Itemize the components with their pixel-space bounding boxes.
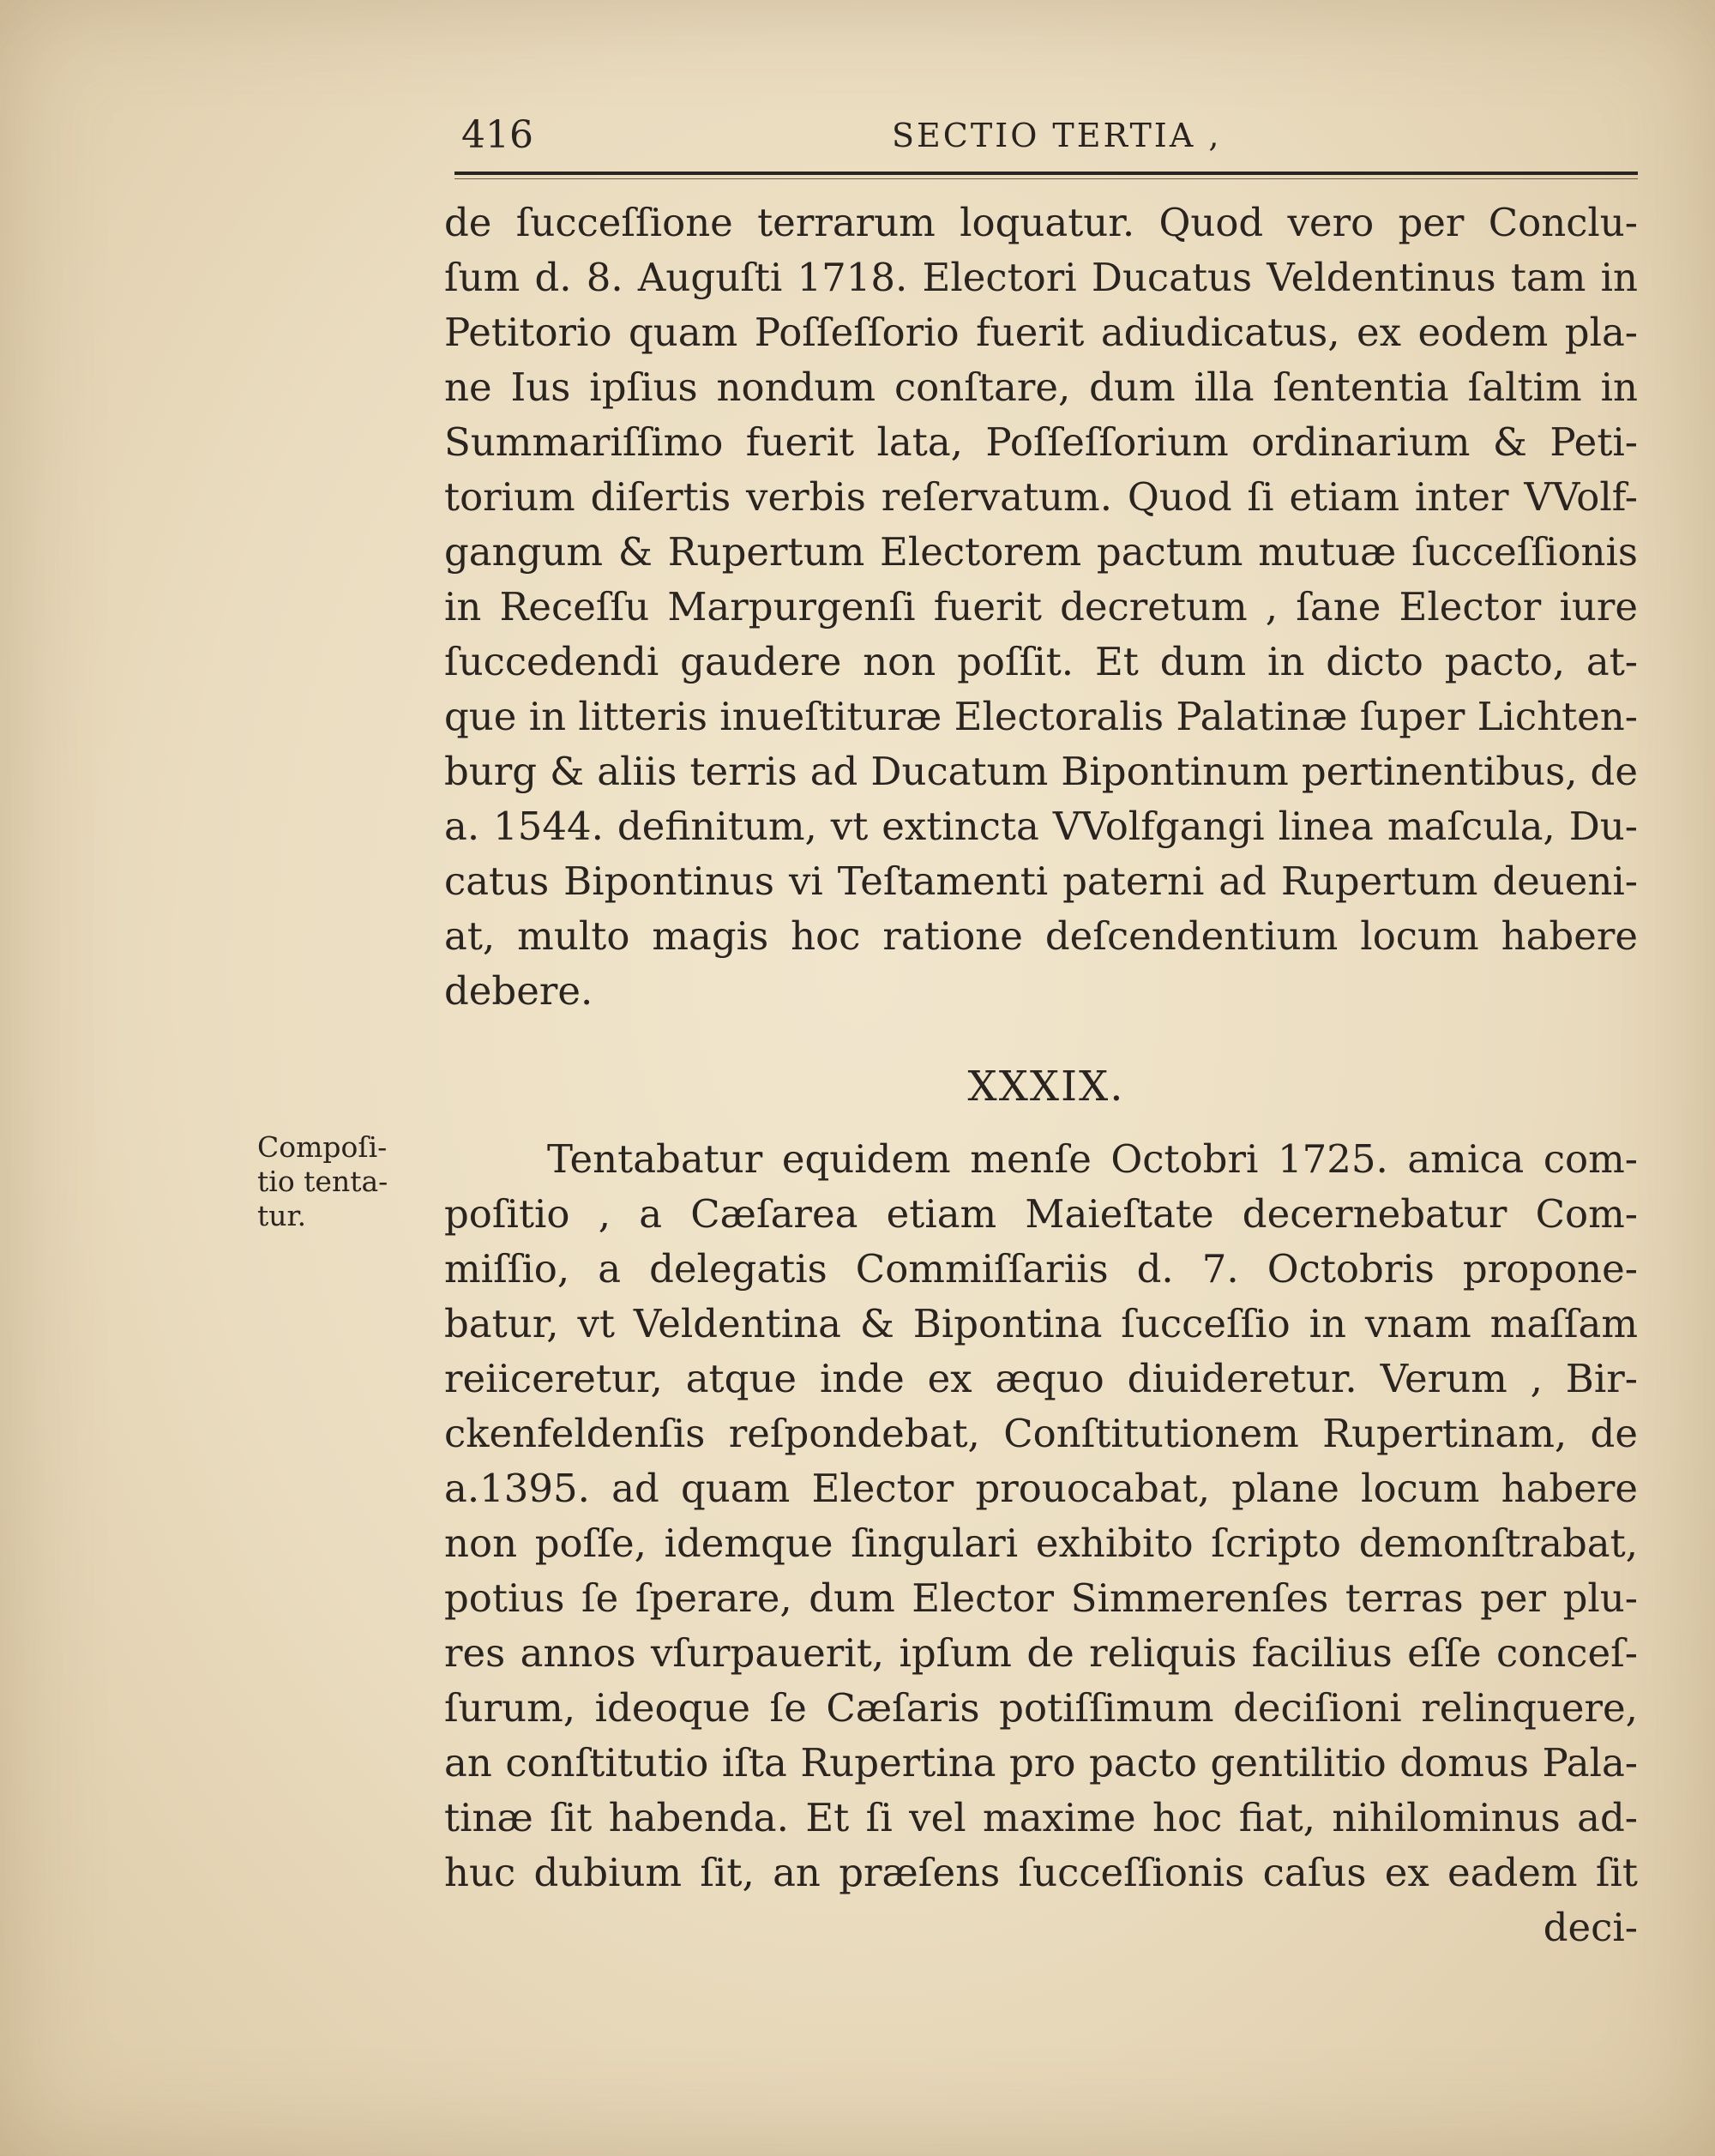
text-line: a.1395. ad quam Elector prouocabat, plane locum habere (444, 1466, 1638, 1511)
text-line: huc dubium ſit, an præſens ſucceſſionis caſus ex eadem ſit (444, 1850, 1638, 1895)
text-line: potius ſe ſperare, dum Elector Simmerenſes terras per plu- (444, 1575, 1638, 1621)
text-line: Petitorio quam Poſſeſſorio fuerit adiudicatus, ex eodem pla- (444, 310, 1638, 355)
text-line: Tentabatur equidem menſe Octobri 1725. amica com- (547, 1136, 1638, 1182)
running-title: SECTIO TERTIA , (892, 117, 1222, 154)
text-line: non poſſe, idemque ſingulari exhibito ſcripto demonſtrabat, (444, 1521, 1638, 1566)
section-heading: XXXIX. (967, 1063, 1125, 1111)
header-rule (454, 172, 1638, 175)
text-line: in Receſſu Marpurgenſi fuerit decretum , ſane Elector iure (444, 584, 1638, 629)
text-line: ſum d. 8. Auguſti 1718. Electori Ducatus Veldentinus tam in (444, 255, 1638, 300)
continued-paragraph (444, 196, 1638, 1019)
text-line: ſuccedendi gaudere non poſſit. Et dum in dicto pacto, at- (444, 639, 1638, 684)
catchword: deci- (1543, 1905, 1638, 1950)
page-number: 416 (461, 113, 533, 157)
margin-note-line: tio tenta- (257, 1165, 388, 1198)
text-line: poſitio , a Cæſarea etiam Maieſtate decernebatur Com- (444, 1191, 1638, 1237)
text-line: gangum & Rupertum Electorem pactum mutuæ ſucceſſionis (444, 529, 1638, 575)
text-line: miſſio, a delegatis Commiſſariis d. 7. Octobris propone- (444, 1246, 1638, 1292)
text-line: ckenfeldenſis reſpondebat, Conſtitutionem Rupertinam, de (444, 1411, 1638, 1456)
margin-note-line: Compoſi- (257, 1130, 388, 1164)
text-line: ne Ius ipſius nondum conſtare, dum illa ſententia ſaltim in (444, 364, 1638, 410)
text-line: a. 1544. definitum, vt extincta VVolfgangi linea maſcula, Du- (444, 804, 1638, 849)
margin-note-line: tur. (257, 1199, 307, 1232)
text-line: Summariſſimo fuerit lata, Poſſeſſorium ordinarium & Peti- (444, 419, 1638, 465)
text-line: tinæ ſit habenda. Et ſi vel maxime hoc fiat, nihilominus ad- (444, 1795, 1638, 1840)
text-line: ſurum, ideoque ſe Cæſaris potiſſimum deciſioni relinquere, (444, 1685, 1638, 1731)
text-line: burg & aliis terris ad Ducatum Bipontinum pertinentibus, de (444, 749, 1638, 794)
header-rule-thin (454, 178, 1638, 179)
text-line: at, multo magis hoc ratione deſcendentium locum habere (444, 913, 1638, 959)
text-line: que in litteris inueſtituræ Electoralis Palatinæ ſuper Lichten- (444, 694, 1638, 739)
section-paragraph (444, 1132, 1638, 1955)
text-line: an conſtitutio iſta Rupertina pro pacto gentilitio domus Pala- (444, 1740, 1638, 1786)
text-line: catus Bipontinus vi Teſtamenti paterni ad Rupertum deueni- (444, 858, 1638, 904)
text-line: reiiceretur, atque inde ex æquo diuideretur. Verum , Bir- (444, 1356, 1638, 1401)
running-head (454, 110, 1638, 161)
text-line: torium diſertis verbis reſervatum. Quod ſi etiam inter VVolf- (444, 474, 1638, 520)
text-line: batur, vt Veldentina & Bipontina ſucceſſio in vnam maſſam (444, 1301, 1638, 1346)
margin-note (257, 1130, 429, 1233)
text-line: de ſucceſſione terrarum loquatur. Quod vero per Conclu- (444, 200, 1638, 245)
text-line: debere. (444, 968, 593, 1014)
text-line: res annos vſurpauerit, ipſum de reliquis facilius eſſe conceſ- (444, 1630, 1638, 1676)
